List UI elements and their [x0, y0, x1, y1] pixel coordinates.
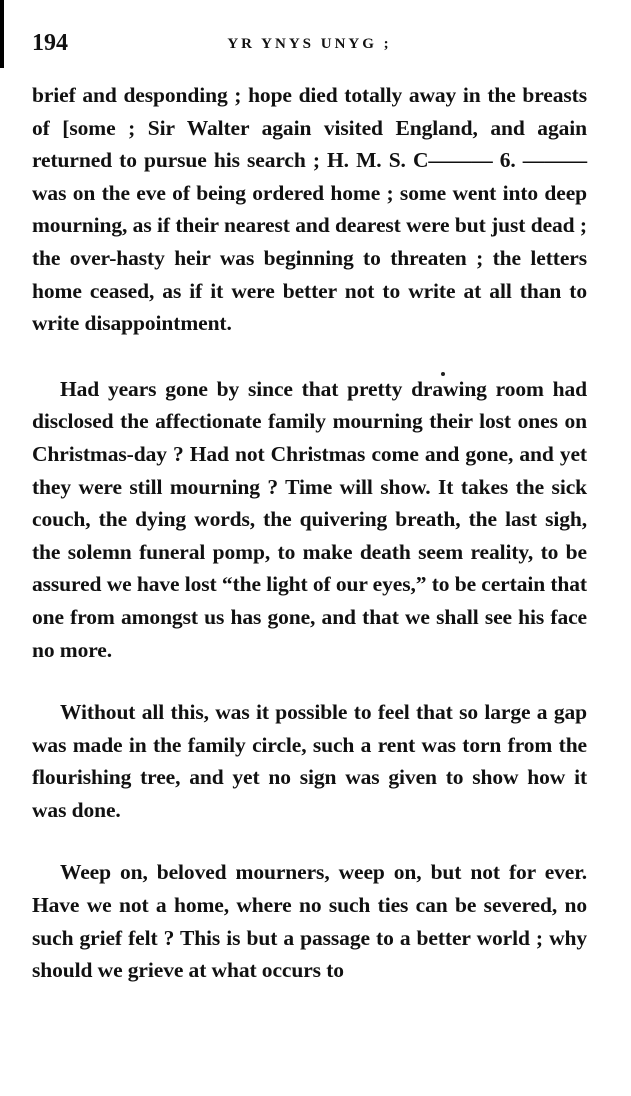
page-body — [32, 79, 587, 987]
paragraph-2: Had years gone by since that pretty drawing room had disclosed the affectionate family mourning their lost ones on Christmas-day ? Had not Christmas come and gone, and yet they were still mourning ? Time will show. It takes the sick couch, the dying words, the quivering breath, the last sigh, the solemn funeral pomp, to make death seem reality, to be assured we have lost “the light of our eyes,” to be certain that one from amongst us has gone, and that we shall see his face no more. — [32, 376, 587, 662]
paragraph-1: brief and desponding ; hope died totally away in the breasts of [some ; Sir Walter again visited England, and again returned to pursue his search ; H. M. S. C——— 6. ——— was on the eve of being ordered home ; some went into deep mourning, as if their nearest and dearest were but just dead ; the over-hasty heir was beginning to threaten ; the letters home ceased, as if it were better not to write at all than to write disappointment. — [32, 83, 587, 336]
page-number: 194 — [32, 30, 68, 56]
paragraph-3: Without all this, was it possible to feel that so large a gap was made in the family circle, such a rent was torn from the flourishing tree, and yet no sign was given to show how it was done. — [32, 700, 587, 822]
page-edge-mark — [0, 0, 4, 68]
ink-speck — [441, 372, 445, 376]
page-header — [32, 30, 587, 62]
paragraph-4: Weep on, beloved mourners, weep on, but not for ever. Have we not a home, where no such ties can be severed, no such grief felt ? This is but a passage to a better world ; why should we grieve at what occurs to — [32, 860, 587, 983]
running-title: YR YNYS UNYG ; — [227, 36, 392, 52]
